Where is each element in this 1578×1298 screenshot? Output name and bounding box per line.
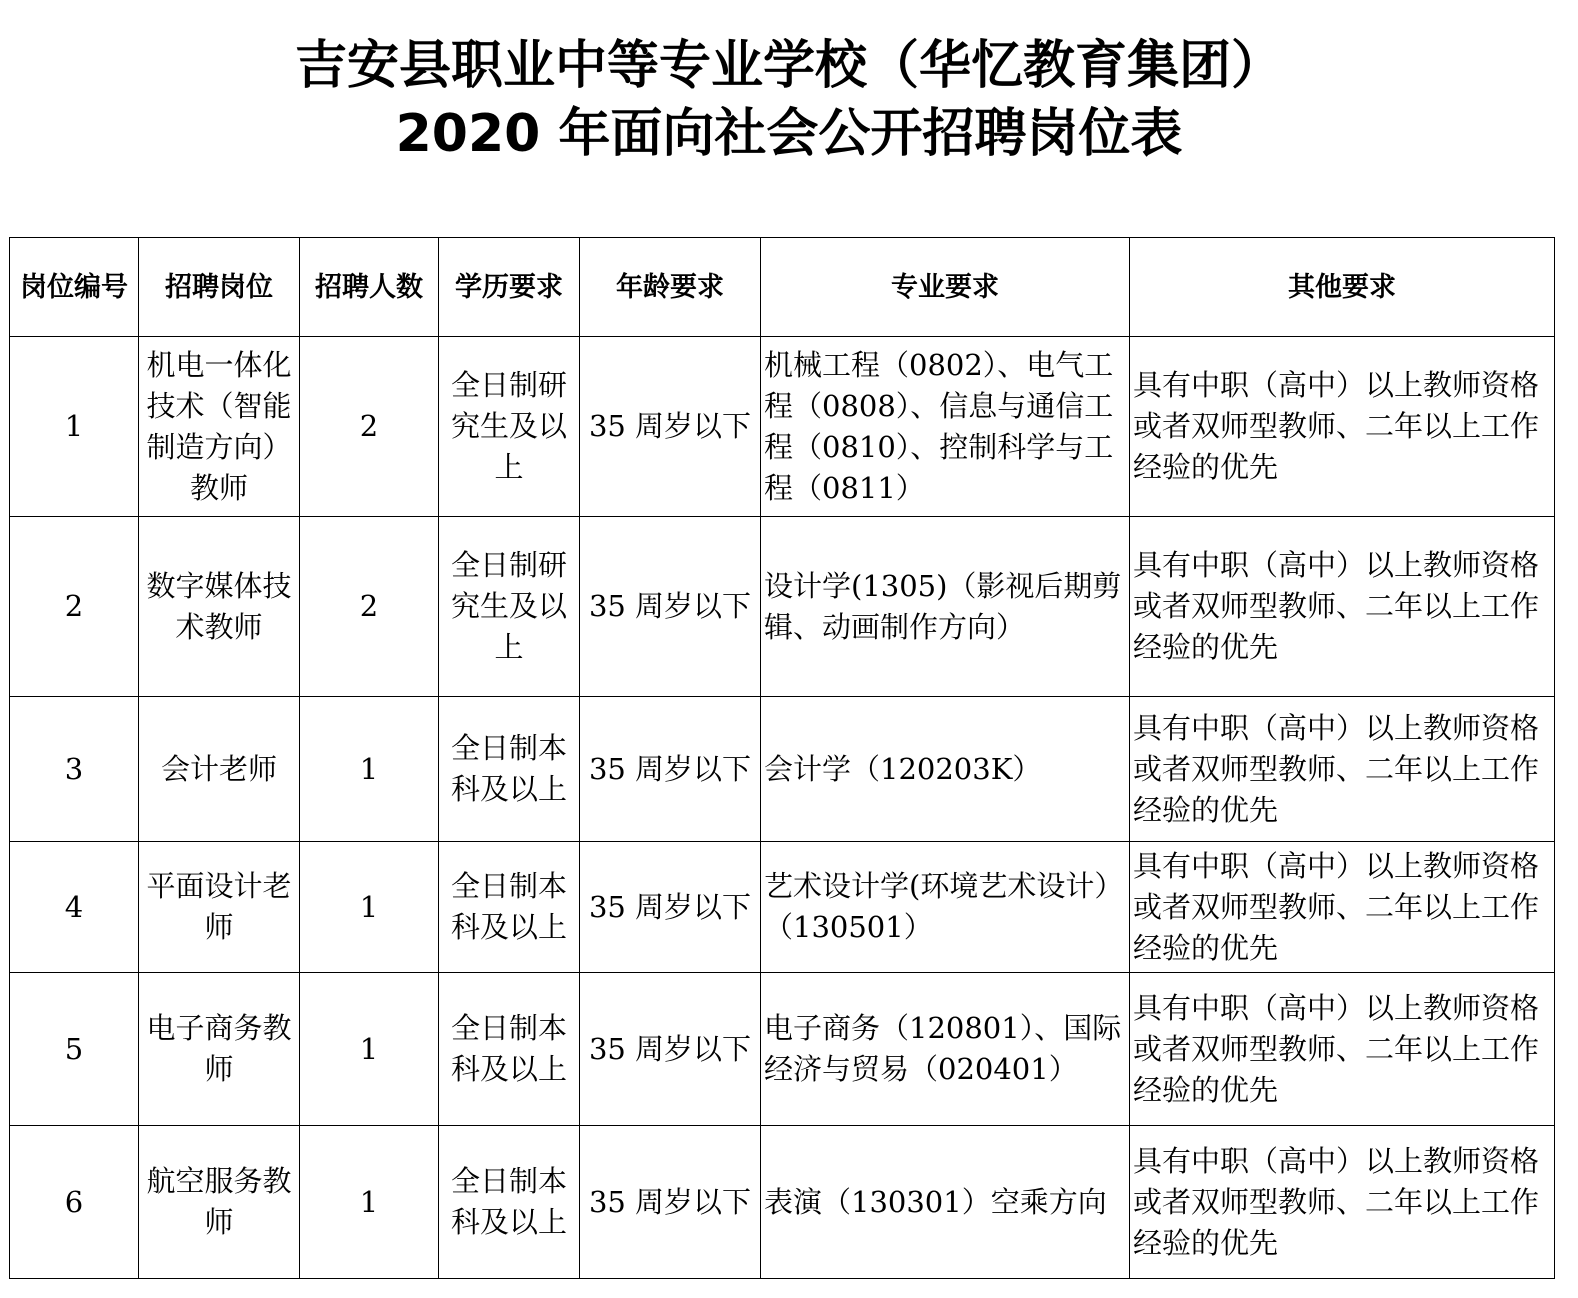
cell-other: 具有中职（高中）以上教师资格或者双师型教师、二年以上工作经验的优先 — [1130, 337, 1555, 517]
cell-other: 具有中职（高中）以上教师资格或者双师型教师、二年以上工作经验的优先 — [1130, 1126, 1555, 1279]
header-position-id: 岗位编号 — [10, 238, 139, 337]
cell-major: 艺术设计学(环境艺术设计）（130501） — [761, 842, 1130, 973]
cell-position: 机电一体化技术（智能制造方向）教师 — [139, 337, 300, 517]
cell-education: 全日制本科及以上 — [439, 1126, 580, 1279]
cell-other: 具有中职（高中）以上教师资格或者双师型教师、二年以上工作经验的优先 — [1130, 842, 1555, 973]
cell-education: 全日制本科及以上 — [439, 697, 580, 842]
cell-other: 具有中职（高中）以上教师资格或者双师型教师、二年以上工作经验的优先 — [1130, 517, 1555, 697]
cell-education: 全日制本科及以上 — [439, 973, 580, 1126]
cell-position-id: 6 — [10, 1126, 139, 1279]
cell-position-id: 3 — [10, 697, 139, 842]
table-row — [10, 517, 1555, 697]
table-row — [10, 697, 1555, 842]
cell-education: 全日制研究生及以上 — [439, 337, 580, 517]
table-row — [10, 842, 1555, 973]
cell-major: 机械工程（0802）、电气工程（0808）、信息与通信工程（0810）、控制科学与工程（0811） — [761, 337, 1130, 517]
table-row — [10, 1126, 1555, 1279]
header-major: 专业要求 — [761, 238, 1130, 337]
cell-count: 1 — [300, 973, 439, 1126]
title-line-2: 2020 年面向社会公开招聘岗位表 — [395, 104, 1183, 164]
cell-age: 35 周岁以下 — [580, 1126, 761, 1279]
header-count: 招聘人数 — [300, 238, 439, 337]
cell-age: 35 周岁以下 — [580, 842, 761, 973]
cell-major: 表演（130301）空乘方向 — [761, 1126, 1130, 1279]
cell-position: 航空服务教师 — [139, 1126, 300, 1279]
cell-position-id: 1 — [10, 337, 139, 517]
cell-count: 1 — [300, 697, 439, 842]
cell-position: 会计老师 — [139, 697, 300, 842]
cell-count: 1 — [300, 1126, 439, 1279]
cell-age: 35 周岁以下 — [580, 973, 761, 1126]
cell-count: 1 — [300, 842, 439, 973]
cell-age: 35 周岁以下 — [580, 337, 761, 517]
cell-count: 2 — [300, 517, 439, 697]
cell-position-id: 5 — [10, 973, 139, 1126]
cell-position: 电子商务教师 — [139, 973, 300, 1126]
document-title — [0, 32, 1578, 168]
table-row — [10, 337, 1555, 517]
positions-table — [9, 237, 1555, 1279]
cell-position: 平面设计老师 — [139, 842, 300, 973]
cell-education: 全日制本科及以上 — [439, 842, 580, 973]
cell-education: 全日制研究生及以上 — [439, 517, 580, 697]
cell-age: 35 周岁以下 — [580, 517, 761, 697]
table-row — [10, 973, 1555, 1126]
cell-major: 会计学（120203K） — [761, 697, 1130, 842]
header-other: 其他要求 — [1130, 238, 1555, 337]
header-position: 招聘岗位 — [139, 238, 300, 337]
cell-position-id: 4 — [10, 842, 139, 973]
cell-position-id: 2 — [10, 517, 139, 697]
header-age: 年龄要求 — [580, 238, 761, 337]
cell-count: 2 — [300, 337, 439, 517]
table-header-row — [10, 238, 1555, 337]
cell-other: 具有中职（高中）以上教师资格或者双师型教师、二年以上工作经验的优先 — [1130, 973, 1555, 1126]
cell-position: 数字媒体技术教师 — [139, 517, 300, 697]
cell-major: 设计学(1305)（影视后期剪辑、动画制作方向） — [761, 517, 1130, 697]
header-education: 学历要求 — [439, 238, 580, 337]
cell-age: 35 周岁以下 — [580, 697, 761, 842]
cell-other: 具有中职（高中）以上教师资格或者双师型教师、二年以上工作经验的优先 — [1130, 697, 1555, 842]
title-line-1: 吉安县职业中等专业学校（华忆教育集团） — [294, 36, 1283, 96]
cell-major: 电子商务（120801）、国际经济与贸易（020401） — [761, 973, 1130, 1126]
